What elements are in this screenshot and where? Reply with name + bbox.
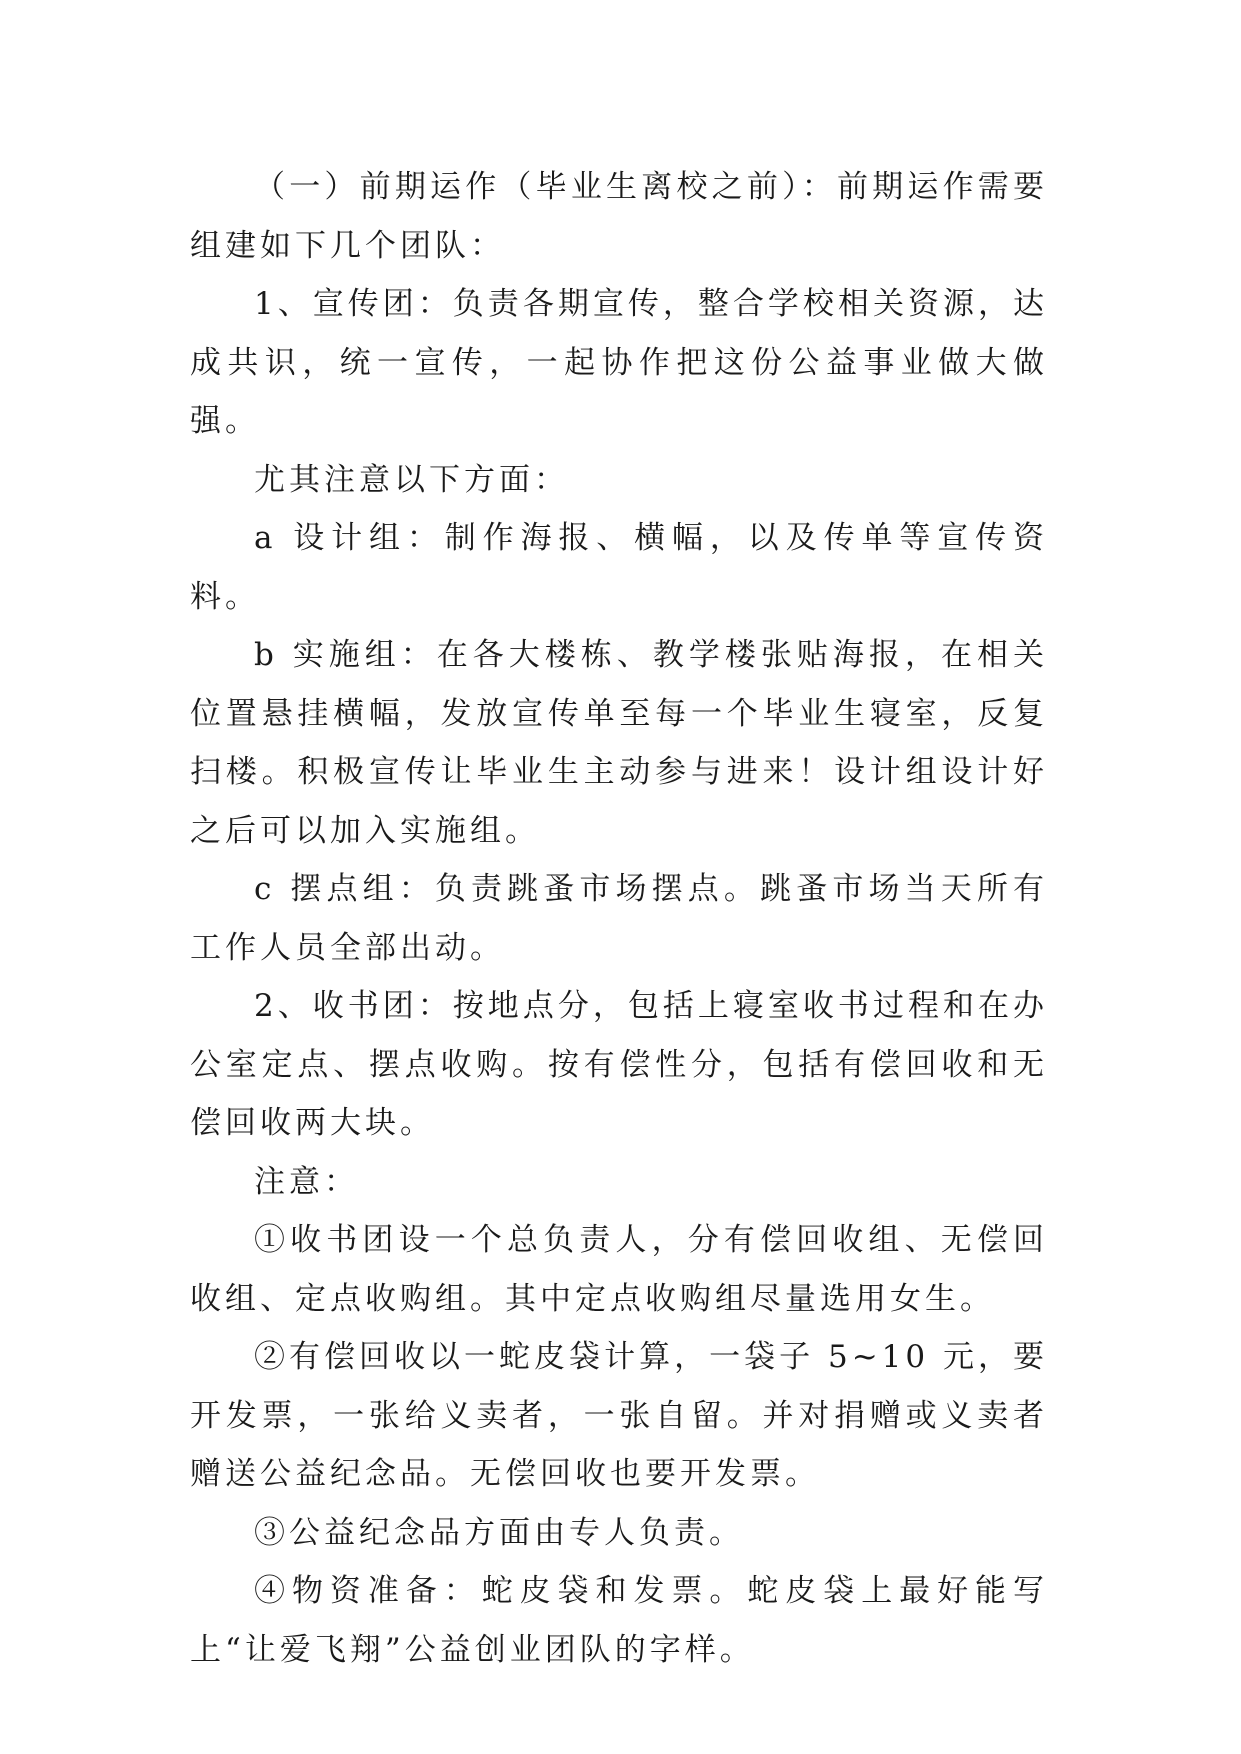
paragraph-note-heading: 注意： <box>254 1163 359 1200</box>
paragraph-note-3: ③公益纪念品方面由专人负责。 <box>254 1514 744 1551</box>
paragraph-stall-group: c 摆点组：负责跳蚤市场摆点。跳蚤市场当天所有工作人员全部出动。 <box>190 871 1048 966</box>
paragraph-attention-aspects: 尤其注意以下方面： <box>254 461 569 498</box>
document-body <box>190 158 1048 1679</box>
paragraph-note-4: ④物资准备：蛇皮袋和发票。蛇皮袋上最好能写上“让爱飞翔”公益创业团队的字样。 <box>190 1573 1048 1668</box>
paragraph-publicity-team: 1、宣传团：负责各期宣传，整合学校相关资源，达成共识，统一宣传，一起协作把这份公益事业做大做强。 <box>190 286 1048 439</box>
paragraph-note-2: ②有偿回收以一蛇皮袋计算，一袋子 5~10 元，要开发票，一张给义卖者，一张自留。并对捐赠或义卖者赠送公益纪念品。无偿回收也要开发票。 <box>190 1339 1048 1492</box>
paragraph-early-operation: （一）前期运作（毕业生离校之前）：前期运作需要组建如下几个团队： <box>190 169 1048 264</box>
paragraph-design-group: a 设计组：制作海报、横幅，以及传单等宣传资料。 <box>190 520 1048 615</box>
paragraph-implementation-group: b 实施组：在各大楼栋、教学楼张贴海报，在相关位置悬挂横幅，发放宣传单至每一个毕业生寝室，反复扫楼。积极宣传让毕业生主动参与进来！设计组设计好之后可以加入实施组。 <box>190 637 1048 849</box>
paragraph-note-1: ①收书团设一个总负责人，分有偿回收组、无偿回收组、定点收购组。其中定点收购组尽量选用女生。 <box>190 1222 1048 1317</box>
paragraph-book-collection-team: 2、收书团：按地点分，包括上寝室收书过程和在办公室定点、摆点收购。按有偿性分，包括有偿回收和无偿回收两大块。 <box>190 988 1048 1141</box>
